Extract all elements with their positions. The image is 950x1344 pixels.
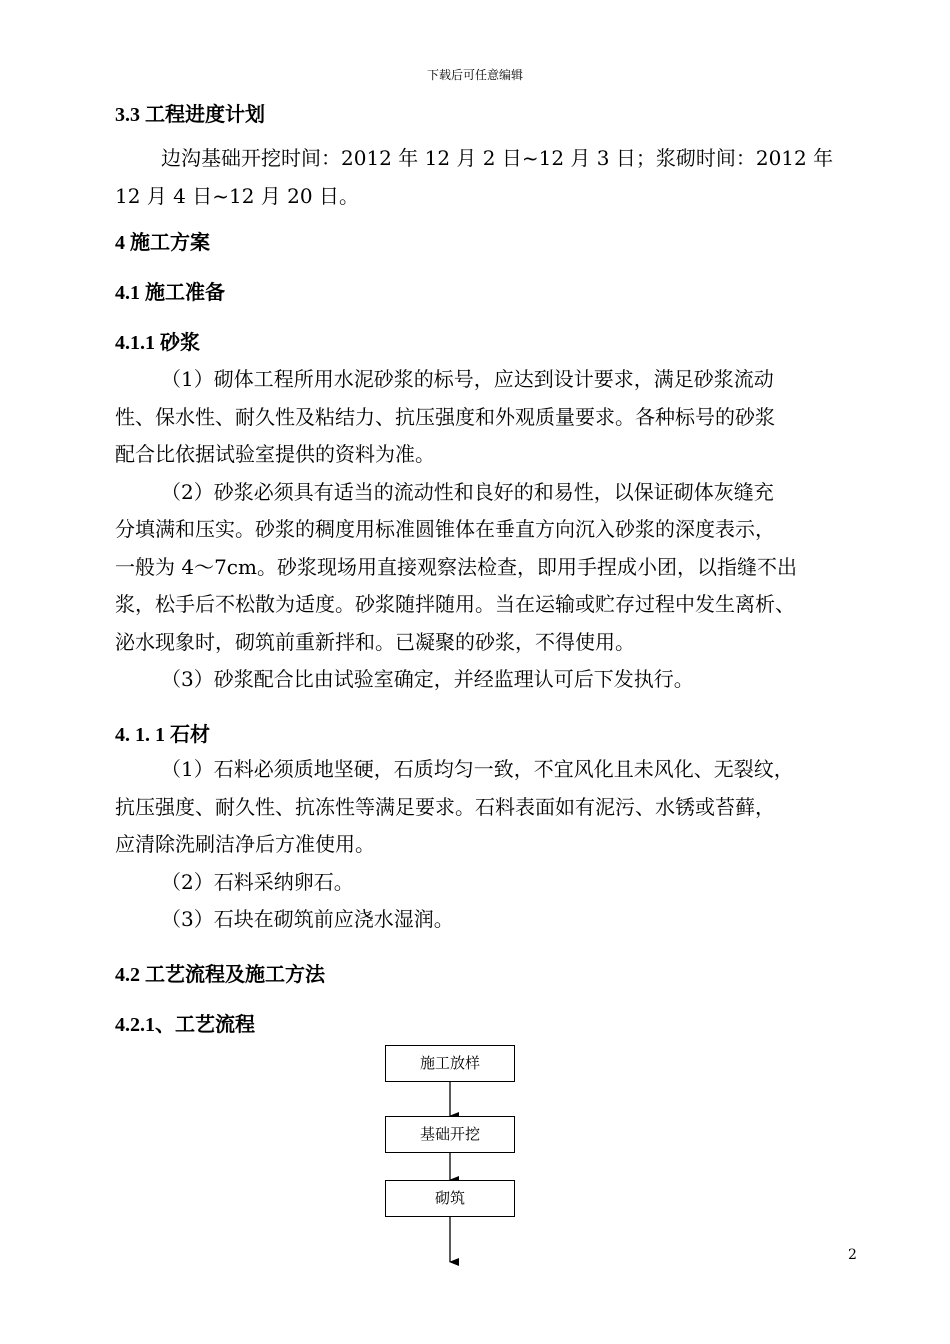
para-line: 抗压强度、耐久性、抗冻性等满足要求。石料表面如有泥污、水锈或苔藓， <box>115 794 775 819</box>
para-line: （2）砂浆必须具有适当的流动性和良好的和易性，以保证砌体灰缝充 <box>161 479 774 504</box>
para-line: 泌水现象时，砌筑前重新拌和。已凝聚的砂浆，不得使用。 <box>115 629 635 654</box>
para-line: 一般为 4～7cm。砂浆现场用直接观察法检查，即用手捏成小团，以指缝不出 <box>115 554 797 579</box>
para-line: 性、保水性、耐久性及粘结力、抗压强度和外观质量要求。各种标号的砂浆 <box>115 404 775 429</box>
flow-step-excavation: 基础开挖 <box>385 1116 515 1153</box>
para-line: （1）石料必须质地坚硬，石质均匀一致，不宜风化且未风化、无裂纹， <box>161 757 794 781</box>
section-4-2-title: 4.2 工艺流程及施工方法 <box>115 964 325 986</box>
para-line: 12 月 4 日~12 月 20 日。 <box>115 183 359 208</box>
section-stone-title: 4. 1. 1 石材 <box>115 724 210 746</box>
para-line: （1）砌体工程所用水泥砂浆的标号，应达到设计要求，满足砂浆流动 <box>161 367 774 391</box>
section-4-title: 4 施工方案 <box>115 232 210 254</box>
section-4-1-title: 4.1 施工准备 <box>115 282 225 304</box>
para-line: （3）石块在砌筑前应浇水湿润。 <box>161 907 454 931</box>
para-line: （2）石料采纳卵石。 <box>161 869 354 894</box>
para-line: （3）砂浆配合比由试验室确定，并经监理认可后下发执行。 <box>161 667 694 691</box>
section-3-3-title: 3.3 工程进度计划 <box>115 104 265 126</box>
flow-step-layout: 施工放样 <box>385 1045 515 1082</box>
page-header: 下载后可任意编辑 <box>426 68 523 82</box>
para-line: 应清除洗刷洁净后方准使用。 <box>115 832 375 856</box>
para-line: 边沟基础开挖时间：2012 年 12 月 2 日~12 月 3 日；浆砌时间：2012 年 <box>161 146 834 170</box>
section-4-1-1-title: 4.1.1 砂浆 <box>115 332 200 354</box>
para-line: 分填满和压实。砂浆的稠度用标准圆锥体在垂直方向沉入砂浆的深度表示， <box>115 517 775 541</box>
para-line: 浆，松手后不松散为适度。砂浆随拌随用。当在运输或贮存过程中发生离析、 <box>115 592 795 616</box>
para-line: 配合比依据试验室提供的资料为准。 <box>115 442 435 466</box>
page-number: 2 <box>848 1247 857 1263</box>
section-4-2-1-title: 4.2.1、工艺流程 <box>115 1014 255 1036</box>
flow-step-masonry: 砌筑 <box>385 1180 515 1217</box>
